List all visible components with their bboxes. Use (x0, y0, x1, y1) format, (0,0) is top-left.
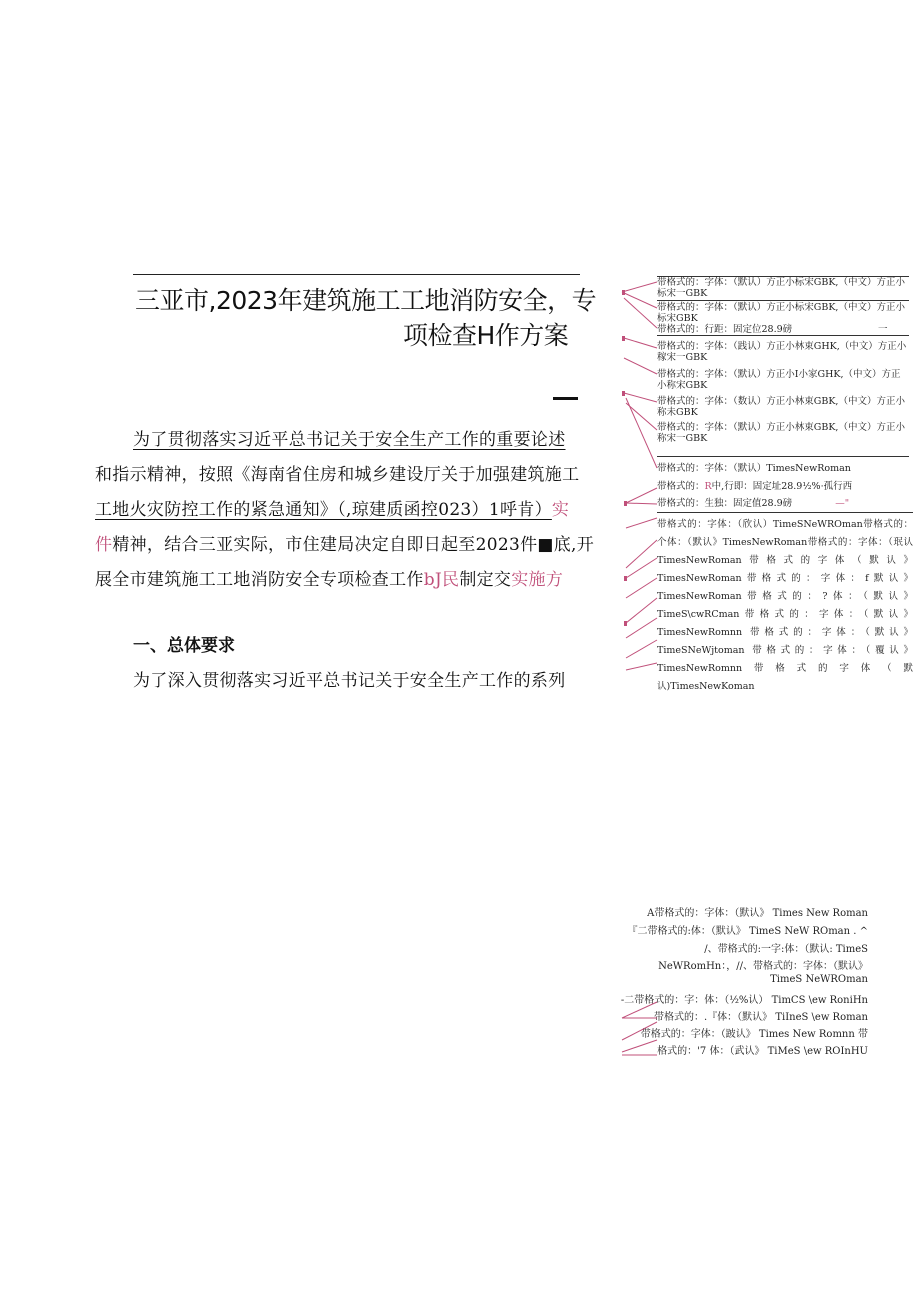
paragraph1-line3-text: 工地火灾防控工作的紧急通知》（,琼建质函控023）1呼肯） (95, 500, 552, 520)
margin-comment: 格式的：'7 体：（武认》 TiMeS \ew ROInHU (657, 1046, 868, 1057)
margin-comment-highlight: R (704, 481, 712, 492)
paragraph1-line5-text2: 制定交 (459, 570, 512, 590)
margin-comment: 带格式的：字体：（数认）方正小林束GBK,（中文）方正小称未GBK (657, 396, 905, 418)
margin-comment-block: 带格式的：字体：（欣认）TimeSNeWROman带格式的：个体：（默认》TimesNewRoman带格式的：字体：（珉认TimesNewRoman带格式的字体（默认》TimesNewRoman带格式的：字体：f默认》TimesNewRoman带格式的：?体：（默认》TimeS\cwRCman带格式的：字体：（默认》TimesNewRomnn 带格式的：字体：（默认》TimeSNeWjtoman 带格式的：字体：（覆认》TimesNewRomnn带格式的字体（默认)TimesNewKoman (657, 519, 913, 692)
revision-inserted-text: bJ民 (423, 570, 460, 590)
margin-comment: TimeS NeWROman (770, 974, 868, 985)
margin-comment-label: 带格式的： (657, 481, 705, 492)
paragraph1-line1: 为了贯彻落实习近平总书记关于安全生产工作的重要论述 (133, 430, 566, 450)
revision-inserted-text: 实 (551, 500, 570, 520)
paragraph1-line5 (95, 565, 563, 590)
document-title-line2: 项检查H作方案 (403, 321, 569, 350)
paragraph1-line4 (95, 530, 594, 555)
margin-comment: 带格式的：字体：（跛认》 Times New Romnn 带 (640, 1029, 868, 1040)
margin-comment: 带格式的：字体：（默认）方正小标宋GBK,（中文）方正小标宋一GBK (657, 277, 905, 299)
margin-comment: 带格式的：字体：（默认）TimesNewRoman (657, 463, 851, 474)
margin-comment: 带格式的：字体：（默认）方正小标宋GBK,（中文）方正小标宋GBK (657, 302, 905, 324)
margin-comment-detail: 中,行即：固定址28.9½%·孤行西 (711, 481, 853, 492)
margin-comment: 『二带格式的:体：（默认》 TimeS NeW ROman . ^ (627, 926, 868, 937)
margin-rule (657, 512, 913, 513)
margin-comment-label: 带格式的：生独：固定值28.9磅 (657, 498, 793, 509)
paragraph2-line1: 为了深入贯彻落实习近平总书记关于安全生产工作的系列 (133, 671, 566, 691)
margin-comment-tail: 一 (878, 324, 888, 335)
revision-connector-lines-bottom (622, 1000, 657, 1060)
margin-rule (657, 300, 909, 301)
revision-connector-lines (622, 278, 657, 673)
paragraph1-line5-text: 展全市建筑施工工地消防安全专项检查工作 (95, 570, 424, 590)
paragraph1-line2: 和指示精神，按照《海南省住房和城乡建设厅关于加强建筑施工 (95, 465, 580, 485)
title-dash-mark (553, 397, 578, 400)
margin-comment: NeWRomHn：，//、带格式的：字体：（默认》 (658, 961, 868, 972)
margin-comment: /、带格式的:一字:体：（默认: TimeS (704, 944, 868, 955)
margin-comment: 带格式的：字体：（默认）方正小I小家GHK,（中文）方正小称宋GBK (657, 369, 901, 391)
margin-comment: 带格式的：字体：（践认）方正小林束GHK,（中文）方正小稼宋一GBK (657, 341, 907, 363)
paragraph1-line3 (95, 495, 569, 520)
revision-inserted-text: 实施方 (511, 570, 564, 590)
margin-comment: -二带格式的：字：体：（½%认） TimCS \ew RoniHn (620, 995, 868, 1006)
margin-comment: A带格式的：字体：（默认》 Times New Roman (647, 908, 868, 919)
section-heading: 一、总体要求 (133, 636, 235, 656)
margin-rule (657, 335, 909, 336)
margin-rule (657, 456, 909, 457)
document-title-line1: 三亚市,2023年建筑施工工地消防安全，专 (135, 286, 597, 315)
revision-inserted-text: 件 (95, 535, 113, 555)
margin-comment-highlight: —" (835, 498, 850, 509)
paragraph1-line4-text: 精神，结合三亚实际，市住建局决定自即日起至2023件■底,开 (112, 535, 595, 555)
margin-comment: 带格式的：.『体：（默认》 TiIneS \ew Roman (653, 1012, 868, 1023)
title-top-rule (133, 274, 580, 275)
margin-comment (657, 481, 909, 492)
margin-comment (657, 498, 909, 509)
margin-comment: 带格式的：字体：（默认）方正小林束GBK,（中文）方正小称宋一GBK (657, 422, 905, 444)
margin-comment: 带格式的：行距：固定位28.9磅 (657, 324, 793, 335)
